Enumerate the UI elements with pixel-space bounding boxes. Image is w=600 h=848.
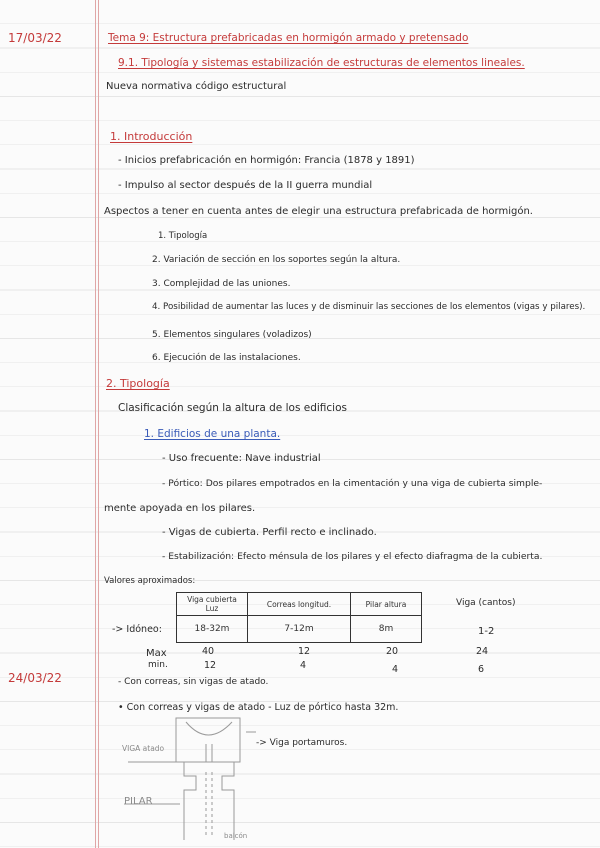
table-cell: 8m [351,616,422,643]
table-row [177,616,422,643]
table-row-label: Max [146,648,167,659]
table-cell: 4 [300,660,307,671]
tipologia-bullet: - Uso frecuente: Nave industrial [162,453,321,464]
table-cell: 6 [478,664,485,675]
tipologia-bullet: mente apoyada en los pilares. [104,503,256,514]
table-cell: 7-12m [248,616,351,643]
intro-item: 4. Posibilidad de aumentar las luces y de disminuir las secciones de los elementos (vigas y pilares). [152,302,586,312]
table-header: Pilar altura [351,593,422,616]
table-row-label: -> Idóneo: [112,624,162,635]
subheading-one-floor: 1. Edificios de una planta. [144,428,281,440]
table-cell: 24 [476,646,489,657]
table-header-extra: Viga (cantos) [456,598,516,608]
beam-column-sketch [110,712,360,846]
table-cell: 40 [202,646,215,657]
tipologia-bullet: - Pórtico: Dos pilares empotrados en la cimentación y una viga de cubierta simple- [162,478,543,489]
table-cell: 12 [204,660,217,671]
page-subtitle: 9.1. Tipología y sistemas estabilización de estructuras de elementos lineales. [118,57,525,69]
table-caption: Valores aproximados: [104,576,196,586]
margin-line [95,0,96,848]
table-header: Viga cubierta Luz [177,593,248,616]
intro-line: Aspectos a tener en cuenta antes de elegir una estructura prefabricada de hormigón. [104,206,533,217]
classification-line: Clasificación según la altura de los edificios [118,402,347,414]
margin-line-second [98,0,99,848]
sketch-label-portamuros: -> Viga portamuros. [256,738,348,748]
note-line: - Con correas, sin vigas de atado. [118,677,269,687]
table-cell: 20 [386,646,399,657]
table-cell: 18-32m [177,616,248,643]
intro-line: - Inicios prefabricación en hormigón: Francia (1878 y 1891) [118,155,415,166]
intro-line: - Impulso al sector después de la II guerra mundial [118,180,373,191]
page-title: Tema 9: Estructura prefabricadas en hormigón armado y pretensado [108,32,469,44]
date-second: 24/03/22 [8,671,62,685]
sketch-label-viga: VIGA atado [122,744,165,753]
intro-item: 1. Tipología [158,231,208,241]
date-first: 17/03/22 [8,31,62,45]
intro-item: 3. Complejidad de las uniones. [152,279,291,289]
values-table [176,592,422,643]
note-line: • Con correas y vigas de atado - Luz de pórtico hasta 32m. [118,702,399,713]
sketch-label-bottom: balcón [224,832,248,840]
table-cell: 4 [392,664,399,675]
table-header-row [177,593,422,616]
tipologia-bullet: - Estabilización: Efecto ménsula de los pilares y el efecto diafragma de la cubierta. [162,551,543,562]
intro-item: 2. Variación de sección en los soportes según la altura. [152,255,401,265]
intro-item: 6. Ejecución de las instalaciones. [152,353,301,363]
table-cell: 12 [298,646,311,657]
intro-item: 5. Elementos singulares (voladizos) [152,330,312,340]
tipologia-bullet: - Vigas de cubierta. Perfil recto e inclinado. [162,527,377,538]
section-heading-tipologia: 2. Tipología [106,377,170,390]
sketch-label-pilar: PILAR [124,796,153,807]
table-cell: 1-2 [478,626,495,637]
table-row-label: min. [148,660,168,670]
table-header: Correas longitud. [248,593,351,616]
section-heading-intro: 1. Introducción [110,130,193,143]
header-note: Nueva normativa código estructural [106,81,287,92]
